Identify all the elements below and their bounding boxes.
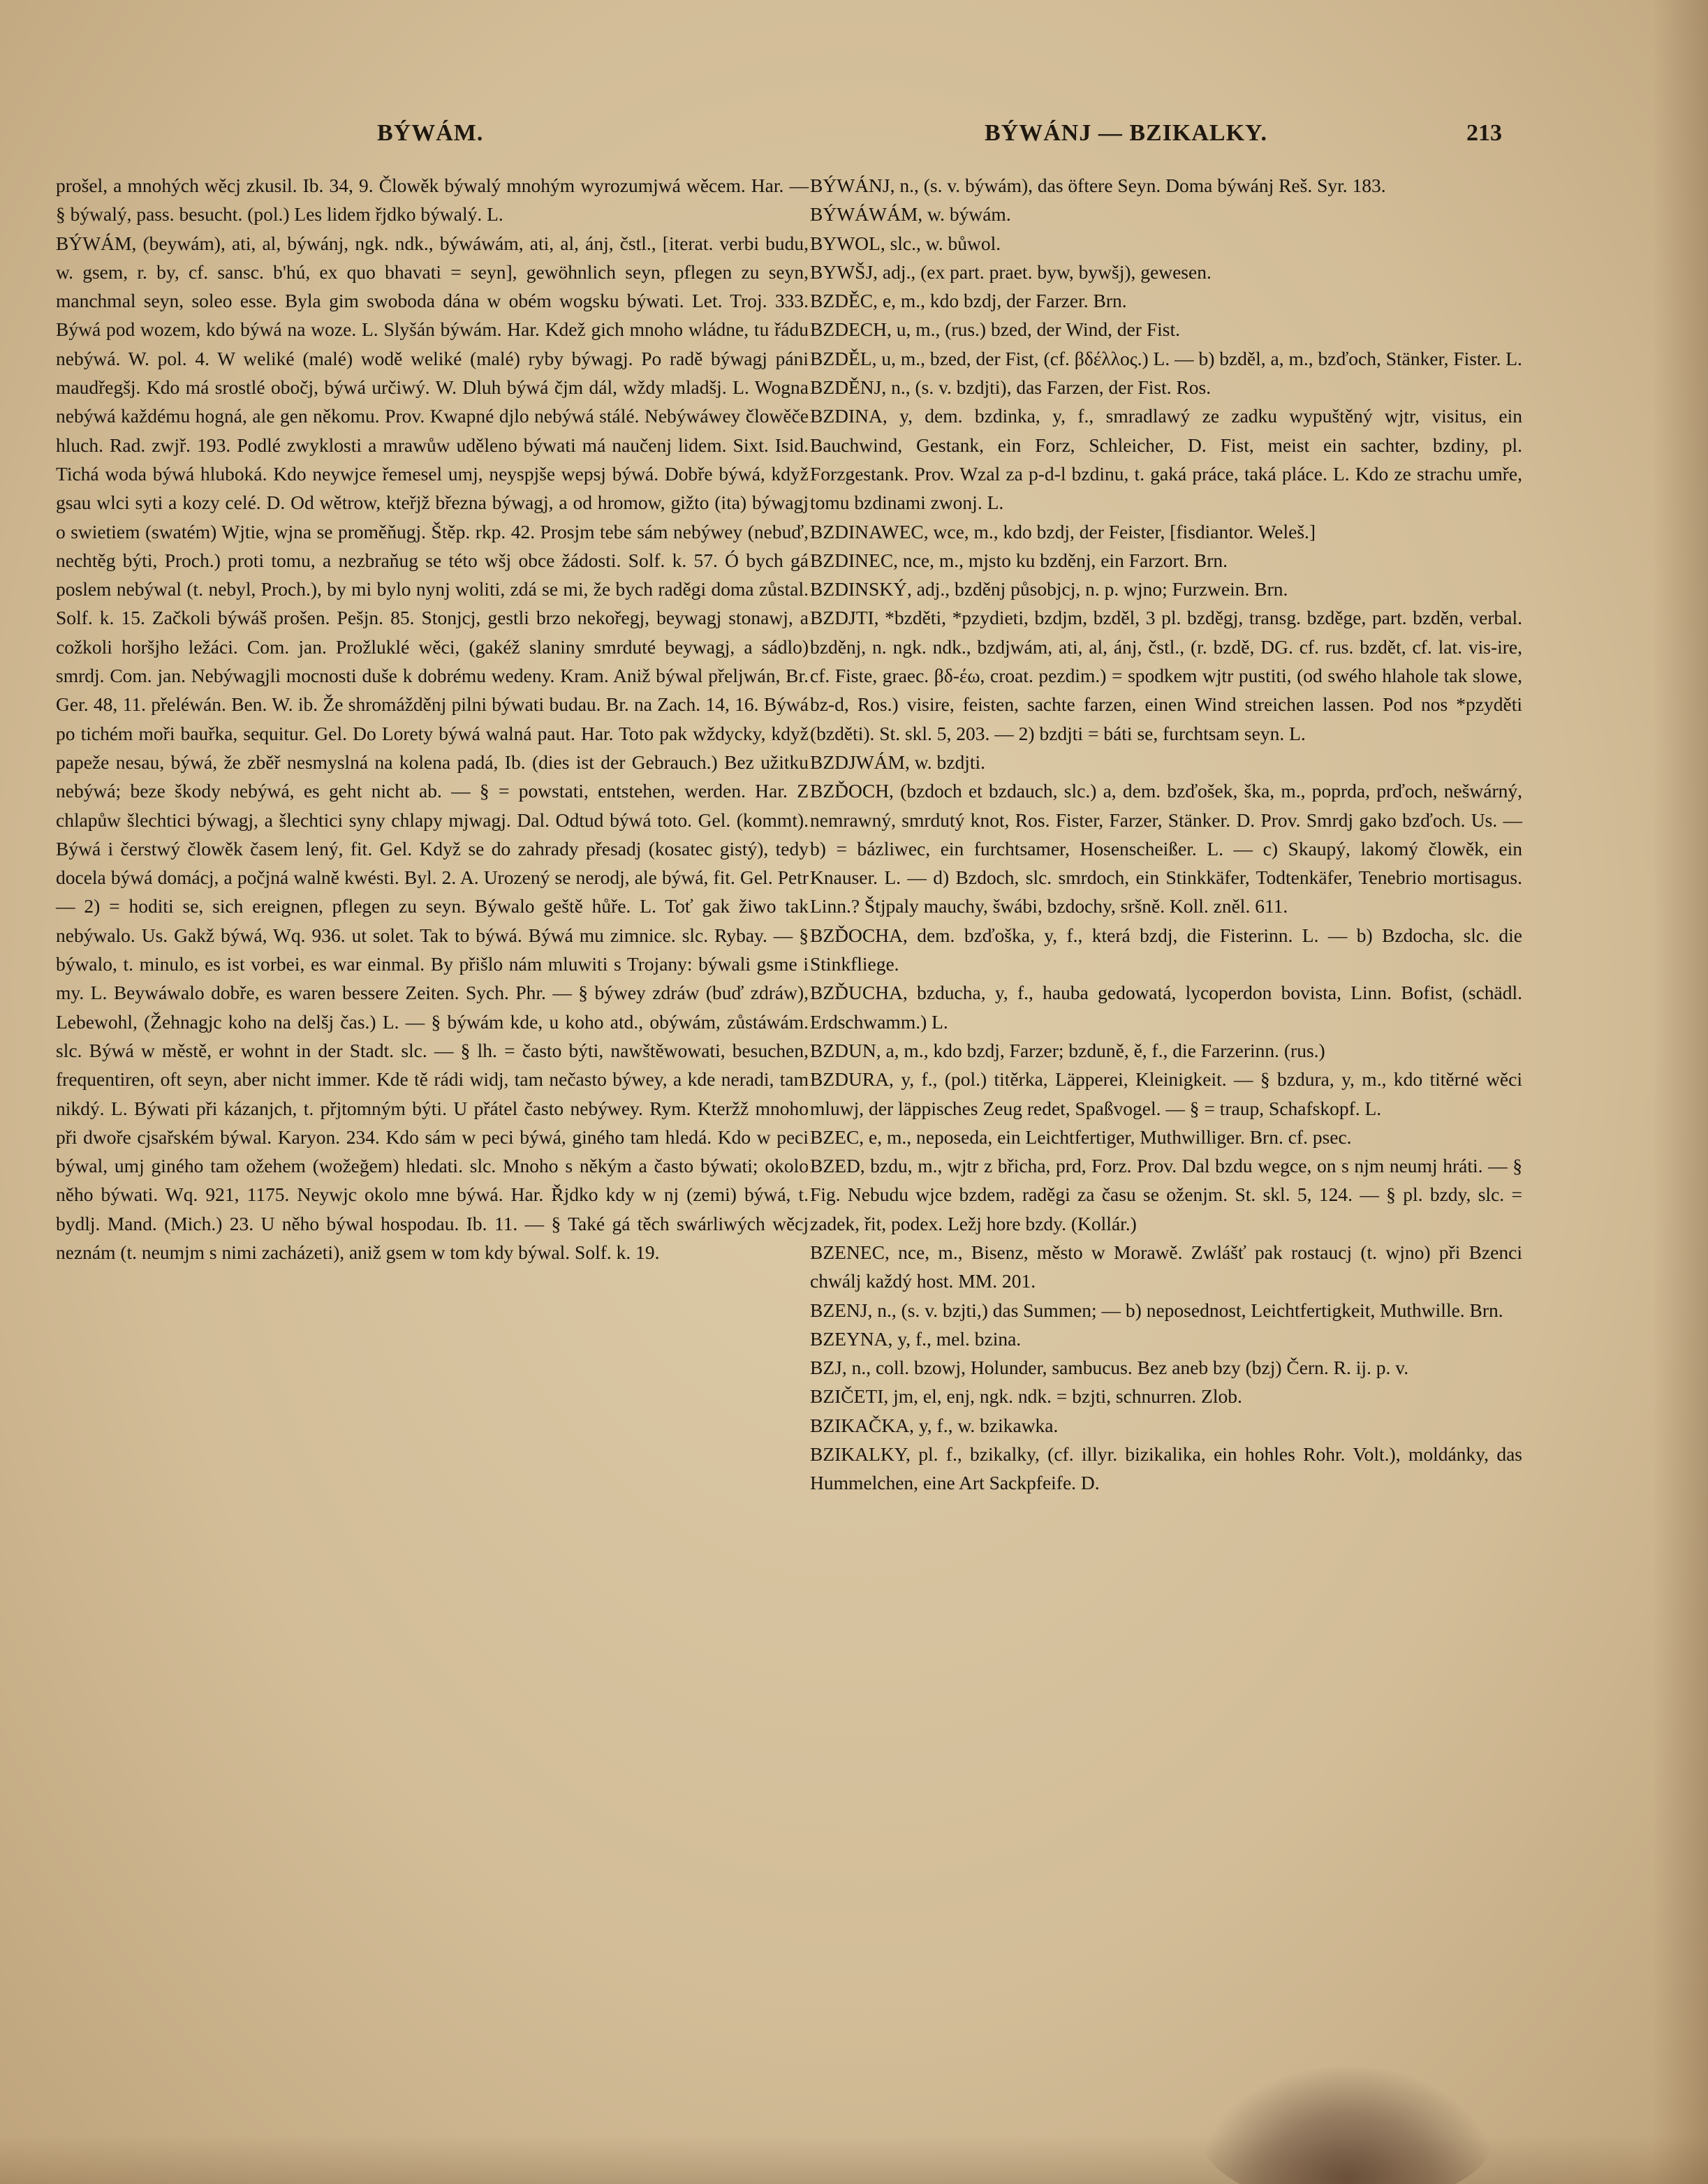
left-column (56, 171, 809, 1267)
entry-text: BZEYNA, y, f., mel. bzina. (810, 1327, 1022, 1350)
entry-text: BZĎOCH, (bzdoch et bzdauch, slc.) a, dem. bzďošek, ška, m., poprda, prďoch, nešwárný, nemrawný, smrdutý knot, Ros. Fister, Farzer, Stänker. D. Prov. Smrdj gako bzďoch. Us. — b) = bázliwec, ein furchtsamer, Hosenscheißer. L. — c) Skaupý, lakomý člowěk, ein Knauser. L. — d) Bzdoch, slc. smrdoch, ein Stinkkäfer, Todtenkäfer, Tenebrio mortisagus. Linn.? Štjpaly mauchy, šwábi, bzdochy, sršně. Koll. zněl. 611. (810, 780, 1522, 917)
entry-text: BÝWÁM, (beywám), ati, al, býwánj, ngk. ndk., býwáwám, ati, al, ánj, čstl., [iterat. verbi budu, w. gsem, r. by, cf. sansc. b'hú, ex quo bhavati = seyn], gewöhnlich seyn, pflegen zu seyn, manchmal seyn, soleo esse. Byla gim swoboda dána w obém wogsku býwati. Let. Troj. 333. Býwá pod wozem, kdo býwá na woze. L. Slyšán býwám. Har. Kdež gich mnoho wládne, tu řádu nebýwá. W. pol. 4. W weliké (malé) wodě weliké (malé) ryby býwagj. Po radě býwagj páni maudřegšj. Kdo má srostlé obočj, býwá určiwý. W. Dluh býwá čjm dál, wždy mladšj. L. Wogna nebýwá každému hogná, ale gen někomu. Prov. Kwapné djlo nebýwá stálé. Nebýwáwey člowěče hluch. Rad. zwjř. 193. Podlé zwyklosti a mrawůw uděleno býwati má naučenj lidem. Sixt. Isid. Tichá woda býwá hluboká. Kdo neywjce řemesel umj, neyspjše wepsj býwá. Dobře býwá, když gsau wlci syti a kozy celé. D. Od wětrow, kteřjž března býwagj, a od hromow, gižto (ita) býwagj o swietiem (swatém) Wjtie, wjna se proměňugj. Štěp. rkp. 42. Prosjm tebe sám nebýwey (nebuď, nechtěg býti, Proch.) proti tomu, a nezbraňug se této wšj obce žádosti. Solf. k. 57. Ó bych gá poslem nebýwal (t. nebyl, Proch.), by mi bylo nynj woliti, zdá se mi, že bych raděgi doma zůstal. Solf. k. 15. Začkoli býwáš prošen. Pešjn. 85. Stonjcj, gestli brzo nekořegj, beywagj stonawj, a cožkoli horšjho ležáci. Com. jan. Prožluklé wěci, (gakéž slaniny smrduté beywagj, a sádlo) smrdj. Com. jan. Nebýwagjli mocnosti duše k dobrému wedeny. Kram. Aniž býwal přeljwán, Br. Ger. 48, 11. přeléwán. Ben. W. ib. Že shromážděnj pilni býwati budau. Br. na Zach. 14, 16. Býwá po tichém moři bauřka, sequitur. Gel. Do Lorety býwá walná paut. Har. Toto pak wždycky, když papeže nesau, býwá, že zběř nesmyslná na kolena padá, Ib. (dies ist der Gebrauch.) Bez užitku nebýwá; beze škody nebýwá, es geht nicht ab. — § = powstati, entstehen, werden. Har. Z chlapůw šlechtici býwagj, a šlechtici syny chlapy mjwagj. Dal. Odtud býwá toto. Gel. (kommt). Býwá i čerstwý člowěk časem lený, fit. Gel. Když se do zahrady přesadj (kosatec gistý), tedy docela býwá domácj, a počjná walně kwésti. Byl. 2. A. Urozený se nerodj, ale býwá, fit. Gel. Petr — 2) = hoditi se, sich ereignen, pflegen zu seyn. Býwalo geště hůře. L. Toť gak žiwo tak nebýwalo. Us. Gakž býwá, Wq. 936. ut solet. Tak to býwá. Býwá mu zimnice. slc. Rybay. — § býwalo, t. minulo, es ist vorbei, es war einmal. By přišlo nám mluwiti s Trojany: býwali gsme i my. L. Beywáwalo dobře, es waren bessere Zeiten. Sych. Phr. — § býwey zdráw (buď zdráw), Lebewohl, (Žehnagjc koho na delšj čas.) L. — § býwám kde, u koho atd., obýwám, zůstáwám. slc. Býwá w městě, er wohnt in der Stadt. slc. — § lh. = často býti, nawštěwowati, besuchen, frequentiren, oft seyn, aber nicht immer. Kde tě rádi widj, tam nečasto býwey, a kde neradi, tam nikdý. L. Býwati při kázanjch, t. přjtomným býti. U přátel často nebýwey. Rym. Kteržž mnoho při dwoře cjsařském býwal. Karyon. 234. Kdo sám w peci býwá, giného tam hledá. Kdo w peci býwal, umj giného tam ožehem (wožeğem) hledati. slc. Mnoho s někým a často býwati; okolo něho býwati. Wq. 921, 1175. Neywjc okolo mne býwá. Har. Řjdko kdy w nj (zemi) býwá, t. bydlj. Mand. (Mich.) 23. U něho býwal hospodau. Ib. 11. — § Také gá těch swárliwých wěcj neznám (t. neumjm s nimi zacházeti), aniž gsem w tom kdy býwal. Solf. k. 19. (56, 232, 809, 1263)
entry-text: prošel, a mnohých wěcj zkusil. Ib. 34, 9. Člowěk býwalý mnohým wyrozumjwá wěcem. Har. — § býwalý, pass. besucht. (pol.) Les lidem řjdko býwalý. L. (56, 175, 809, 226)
entry-text: BZIKALKY, pl. f., bzikalky, (cf. illyr. bizikalika, ein hohles Rohr. Volt.), moldánky, das Hummelchen, eine Art Sackpfeife. D. (810, 1443, 1522, 1494)
right-column (810, 171, 1522, 1498)
entry-text: BZDĚNJ, n., (s. v. bzdjti), das Farzen, der Fist. Ros. (810, 376, 1212, 399)
page-number: 213 (1466, 120, 1502, 146)
entry-text: BZDINEC, nce, m., mjsto ku bzděnj, ein Farzort. Brn. (810, 549, 1228, 571)
entry-text: BÝWÁWÁM, w. býwám. (810, 203, 1011, 226)
entry-text: BZDINAWEC, wce, m., kdo bzdj, der Feister, [fisdiantor. Weleš.] (810, 520, 1316, 543)
entry-text: BZENEC, nce, m., Bisenz, město w Morawě. Zwlášť pak rostaucj (t. wjno) při Bzenci chwálj každý host. MM. 201. (810, 1241, 1522, 1292)
entry-text: BZDURA, y, f., (pol.) titěrka, Läpperei, Kleinigkeit. — § bzdura, y, m., kdo titěrné wěci mluwj, der läppisches Zeug redet, Spaßvogel. — § = traup, Schafskopf. L. (810, 1068, 1522, 1119)
entry-text: BZDJTI, *bzděti, *pzydieti, bzdjm, bzděl, 3 pl. bzděgj, transg. bzděge, part. bzděn, verbal. bzděnj, n. ngk. ndk., bzdjwám, ati, al, ánj, čstl., (r. bzdě, DG. cf. rus. bzdět, cf. lat. vis-ire, cf. Fiste, graec. βδ-έω, croat. pezdim.) = spodkem wjtr pustiti, (od swého hlahole tak slowe, bz-d, Ros.) visire, feisten, sachte farzen, einen Wind streichen lassen. Pod nos *pzyděti (bzděti). St. skl. 5, 203. — 2) bzdjti = báti se, furchtsam seyn. L. (810, 607, 1522, 744)
entry-text: BZĎUCHA, bzducha, y, f., hauba gedowatá, lycoperdon bovista, Linn. Bofist, (schädl. Erdschwamm.) L. (810, 982, 1522, 1033)
entry-text: BZIČETI, jm, el, enj, ngk. ndk. = bzjti, schnurren. Zlob. (810, 1385, 1242, 1408)
page-edge-shadow (1652, 0, 1708, 2184)
entry-text: BYWOL, slc., w. bůwol. (810, 232, 1001, 254)
running-header (56, 120, 1522, 155)
header-right-range: BÝWÁNJ — BZIKALKY. (985, 120, 1267, 146)
entry-text: BZJ, n., coll. bzowj, Holunder, sambucus. Bez aneb bzy (bzj) Čern. R. ij. p. v. (810, 1357, 1409, 1379)
entry-text: BZDUN, a, m., kdo bzdj, Farzer; bzduně, ě, f., die Farzerinn. (rus.) (810, 1039, 1325, 1061)
entry-text: BYWŠJ, adj., (ex part. praet. byw, bywšj), gewesen. (810, 260, 1212, 283)
entry-text: BZDECH, u, m., (rus.) bzed, der Wind, der Fist. (810, 318, 1180, 341)
page-bottom-shadow (0, 2135, 1708, 2184)
entry-text: BZIKAČKA, y, f., w. bzikawka. (810, 1414, 1059, 1436)
entry-text: BZED, bzdu, m., wjtr z břicha, prd, Forz. Prov. Dal bzdu wegce, on s njm neumj hráti. — § Fig. Nebudu wjce bzdem, raděgi za času se oženjm. St. skl. 5, 124. — § pl. bzdy, slc. = zadek, řit, podex. Ležj hore bzdy. (Kollár.) (810, 1155, 1522, 1234)
entry-text: BZEC, e, m., neposeda, ein Leichtfertiger, Muthwilliger. Brn. cf. psec. (810, 1126, 1352, 1148)
entry-text: BZENJ, n., (s. v. bzjti,) das Summen; — b) neposednost, Leichtfertigkeit, Muthwille. Brn. (810, 1299, 1503, 1321)
entry-text: BZĎOCHA, dem. bzďoška, y, f., která bzdj, die Fisterinn. L. — b) Bzdocha, slc. die Stinkfliege. (810, 924, 1522, 975)
entry-text: BZDINA, y, dem. bzdinka, y, f., smradlawý ze zadku wypuštěný wjtr, visitus, ein Bauchwind, Gestank, ein Forz, Schleicher, D. Fist, meist ein sachter, bzdiny, pl. Forzgestank. Prov. Wzal za p-d-l bzdinu, t. gaká práce, taká pláce. L. Kdo ze strachu umře, tomu bzdinami zwonj. L. (810, 405, 1522, 514)
entry-text: BZDĚL, u, m., bzed, der Fist, (cf. βδέλλος.) L. — b) bzděl, a, m., bzďoch, Stänker, Fister. L. (810, 347, 1522, 369)
entry-text: BZDINSKÝ, adj., bzděnj působjcj, n. p. wjno; Furzwein. Brn. (810, 578, 1288, 600)
entry-text: BZDĚC, e, m., kdo bzdj, der Farzer. Brn. (810, 290, 1127, 312)
entry-text: BZDJWÁM, w. bzdjti. (810, 751, 986, 773)
entry-text: BÝWÁNJ, n., (s. v. býwám), das öftere Seyn. Doma býwánj Reš. Syr. 183. (810, 175, 1386, 196)
header-left-headword: BÝWÁM. (377, 120, 484, 146)
